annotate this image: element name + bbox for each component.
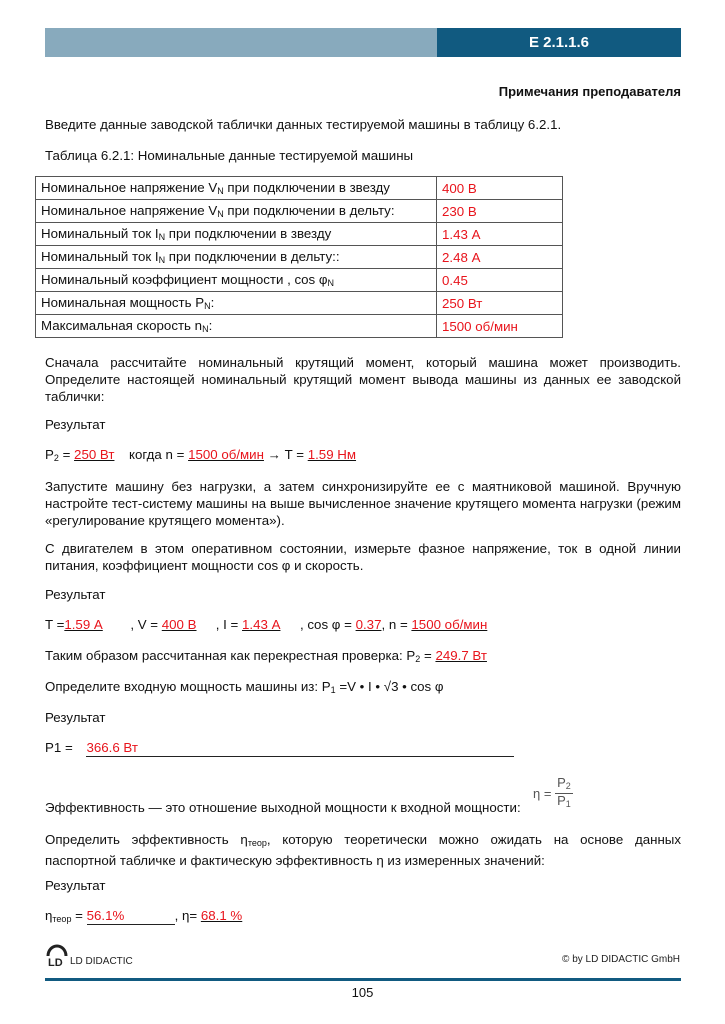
measurement-result-line: T =1.59 А , V = 400 В , I = 1.43 А , cos φ = 0.37, n = 1500 об/мин <box>45 617 488 632</box>
table-row <box>36 223 563 246</box>
cos-answer: 0.37 <box>355 617 382 632</box>
speed-answer: 1500 об/мин <box>411 617 488 632</box>
ld-logo-icon <box>45 940 67 966</box>
efficiency-formula: η = $\frac{P_2}{P_1}$ <box>533 775 571 809</box>
torque-result-line: $P_2 = 250$ Вт когда n = 1500 об/мин → T = 1.59 Нм <box>45 447 357 463</box>
eta-theor-answer: 56.1% <box>87 907 175 925</box>
header-band <box>45 28 437 57</box>
input-power-instructions: Определите входную мощность машины из: $P_1 =V$ • I • √3 • cos φ <box>45 679 444 695</box>
nameplate-table <box>35 176 563 338</box>
measure-instructions: С двигателем в этом оперативном состоянии, измерьте фазное напряжение, ток в одной линии питания, коэффициент мощности cos φ и скорость. <box>45 541 681 573</box>
cross-check-answer: 249.7 Вт <box>435 648 487 663</box>
torque-answer: 1.59 Нм <box>307 447 357 462</box>
input-power-result-line: P1 = 366.6 Вт <box>45 739 681 757</box>
v-answer: 400 В <box>161 617 197 632</box>
result-label: Результат <box>45 878 106 893</box>
table-caption: Таблица 6.2.1: Номинальные данные тестируемой машины <box>45 148 414 163</box>
table-row <box>36 246 563 269</box>
cross-check-line: Таким образом рассчитанная как перекрестная проверка: $P_2 = 249.7$ Вт <box>45 647 681 668</box>
param-value: 230 В <box>437 200 563 223</box>
copyright: © by LD DIDACTIC GmbH <box>562 954 680 965</box>
result-label: Результат <box>45 417 106 432</box>
p2-answer: 250 Вт <box>74 447 115 462</box>
teacher-notes-title: Примечания преподавателя <box>498 84 681 99</box>
param-label: Номинальное напряжение $V_N$ при подключении в звезду <box>36 177 437 200</box>
efficiency-instructions: Определить эффективность $\eta_{теор}$, которую теоретически можно ожидать на основе данных паспортной табличке и фактическую эффективность η из измеренных значений: <box>45 832 682 868</box>
table-row <box>36 315 563 338</box>
t-answer: 1.59 А <box>64 617 103 632</box>
table-row <box>36 200 563 223</box>
efficiency-result-line: $\eta_{теор} = 56.1\%$ , η= 68.1 % <box>45 908 243 924</box>
param-value: 0.45 <box>437 269 563 292</box>
param-value: 2.48 А <box>437 246 563 269</box>
table-row <box>36 177 563 200</box>
torque-instructions: Сначала рассчитайте номинальный крутящий момент, который машина может производить. Определите настоящей номинальный крутящий момент вывода машины из данных ее заводской таблички: <box>45 355 681 404</box>
param-label: Номинальная мощность $P_N$: <box>36 292 437 315</box>
sync-instructions: Запустите машину без нагрузки, а затем синхронизируйте ее с маятниковой машиной. Вручную настройте тест-систему машины на выше вычисленное значение крутящего момента нагрузки (режим «регулирование крутящего момента»). <box>45 479 681 528</box>
intro-text: Введите данные заводской таблички данных тестируемой машины в таблицу 6.2.1. <box>45 117 562 132</box>
n-answer: 1500 об/мин <box>188 447 264 462</box>
p1-answer: 366.6 Вт <box>86 739 514 757</box>
logo-text: LD DIDACTIC <box>70 956 133 967</box>
param-value: 1500 об/мин <box>437 315 563 338</box>
param-label: Максимальная скорость $n_N$: <box>36 315 437 338</box>
param-value: 400 В <box>437 177 563 200</box>
param-label: Номинальное напряжение $V_N$ при подключении в дельту: <box>36 200 437 223</box>
document-code: E 2.1.1.6 <box>437 28 681 57</box>
param-value: 250 Вт <box>437 292 563 315</box>
table-row <box>36 292 563 315</box>
result-label: Результат <box>45 587 106 602</box>
param-value: 1.43 А <box>437 223 563 246</box>
efficiency-definition: Эффективность — это отношение выходной мощности к входной мощности: <box>45 800 521 815</box>
i-answer: 1.43 А <box>242 617 281 632</box>
result-label: Результат <box>45 710 106 725</box>
eta-answer: 68.1 % <box>200 908 243 923</box>
page-number: 105 <box>351 985 374 1000</box>
svg-text:LD: LD <box>48 957 63 968</box>
footer-divider <box>45 978 681 981</box>
param-label: Номинальный ток $I_N$ при подключении в дельту:: <box>36 246 437 269</box>
param-label: Номинальный коэффициент мощности , $\cos \varphi_N$ <box>36 269 437 292</box>
table-row <box>36 269 563 292</box>
param-label: Номинальный ток $I_N$ при подключении в звезду <box>36 223 437 246</box>
